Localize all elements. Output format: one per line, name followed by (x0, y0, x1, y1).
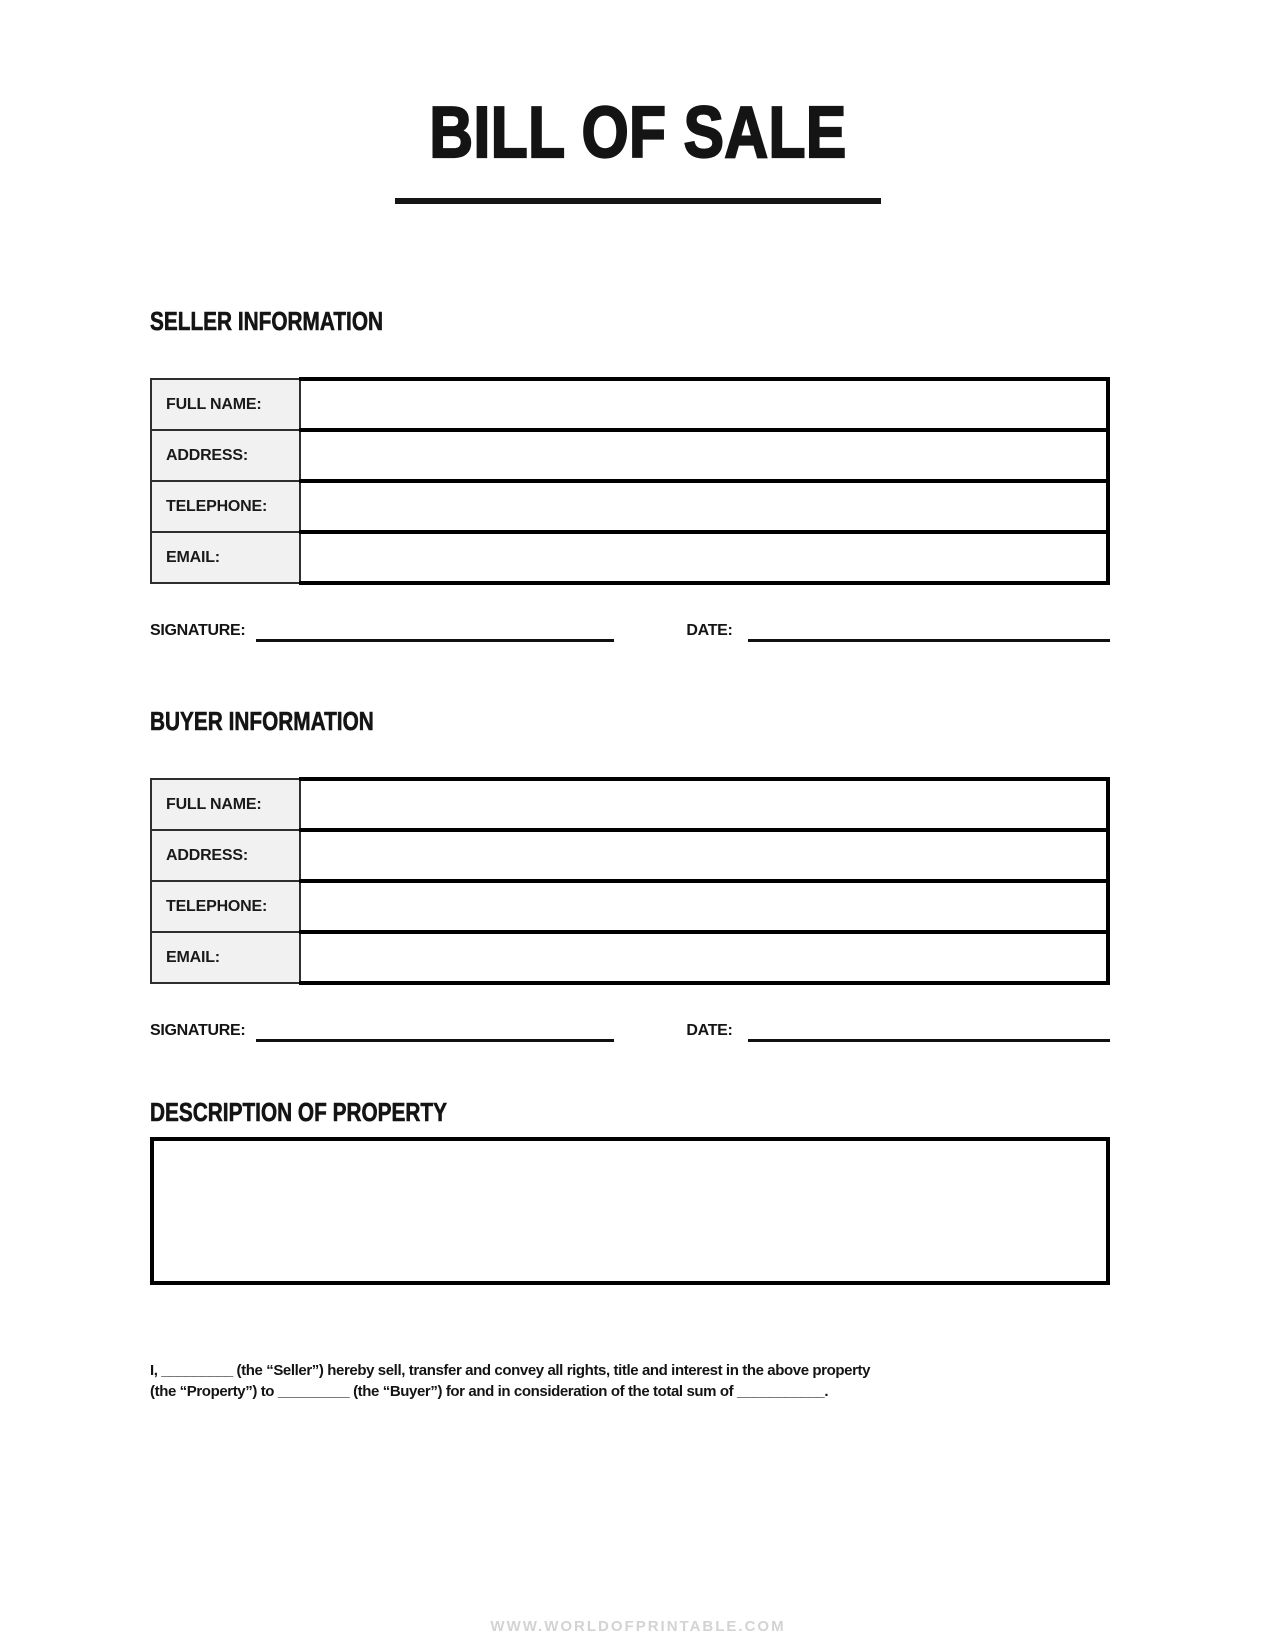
property-description-field[interactable] (150, 1137, 1110, 1285)
seller-signature-label: SIGNATURE: (150, 622, 246, 639)
seller-email-label: EMAIL: (151, 532, 300, 583)
buyer-section-heading: BUYER INFORMATION (150, 706, 374, 736)
table-row (151, 779, 1108, 830)
buyer-telephone-field[interactable] (300, 881, 1108, 932)
seller-full-name-field[interactable] (300, 379, 1108, 430)
buyer-email-field[interactable] (300, 932, 1108, 983)
seller-signature-line[interactable] (256, 618, 614, 642)
table-row (151, 481, 1108, 532)
table-row (151, 430, 1108, 481)
table-row (151, 881, 1108, 932)
table-row (151, 932, 1108, 983)
title-block (0, 0, 1276, 204)
footer-url: WWW.WORLDOFPRINTABLE.COM (490, 1618, 786, 1635)
seller-signature-row (150, 618, 1110, 642)
form-content (150, 308, 1110, 1402)
buyer-date-line[interactable] (748, 1018, 1110, 1042)
table-row (151, 830, 1108, 881)
table-row (151, 379, 1108, 430)
buyer-full-name-field[interactable] (300, 779, 1108, 830)
property-section-heading: DESCRIPTION OF PROPERTY (150, 1097, 448, 1127)
buyer-email-label: EMAIL: (151, 932, 300, 983)
property-section (150, 1099, 1110, 1285)
legal-text-line-1: I, _________ (the “Seller”) hereby sell, transfer and convey all rights, title and interest in the above property (150, 1362, 871, 1379)
buyer-section (150, 708, 1110, 1042)
seller-section (150, 308, 1110, 642)
seller-section-heading: SELLER INFORMATION (150, 306, 384, 336)
seller-telephone-field[interactable] (300, 481, 1108, 532)
seller-date-label: DATE: (686, 622, 733, 639)
buyer-address-field[interactable] (300, 830, 1108, 881)
legal-text (150, 1360, 1110, 1402)
title-underline (395, 198, 881, 204)
seller-address-label: ADDRESS: (151, 430, 300, 481)
buyer-full-name-label: FULL NAME: (151, 779, 300, 830)
buyer-telephone-label: TELEPHONE: (151, 881, 300, 932)
buyer-date-label: DATE: (686, 1022, 733, 1039)
buyer-signature-row (150, 1018, 1110, 1042)
table-row (151, 532, 1108, 583)
seller-telephone-label: TELEPHONE: (151, 481, 300, 532)
seller-email-field[interactable] (300, 532, 1108, 583)
seller-date-line[interactable] (748, 618, 1110, 642)
seller-address-field[interactable] (300, 430, 1108, 481)
seller-full-name-label: FULL NAME: (151, 379, 300, 430)
buyer-signature-line[interactable] (256, 1018, 614, 1042)
legal-text-line-2: (the “Property”) to _________ (the “Buyer”) for and in consideration of the total sum of ___________. (150, 1383, 829, 1400)
buyer-info-table (150, 777, 1110, 985)
buyer-address-label: ADDRESS: (151, 830, 300, 881)
page-title: BILL OF SALE (429, 93, 847, 173)
seller-info-table (150, 377, 1110, 585)
buyer-signature-label: SIGNATURE: (150, 1022, 246, 1039)
